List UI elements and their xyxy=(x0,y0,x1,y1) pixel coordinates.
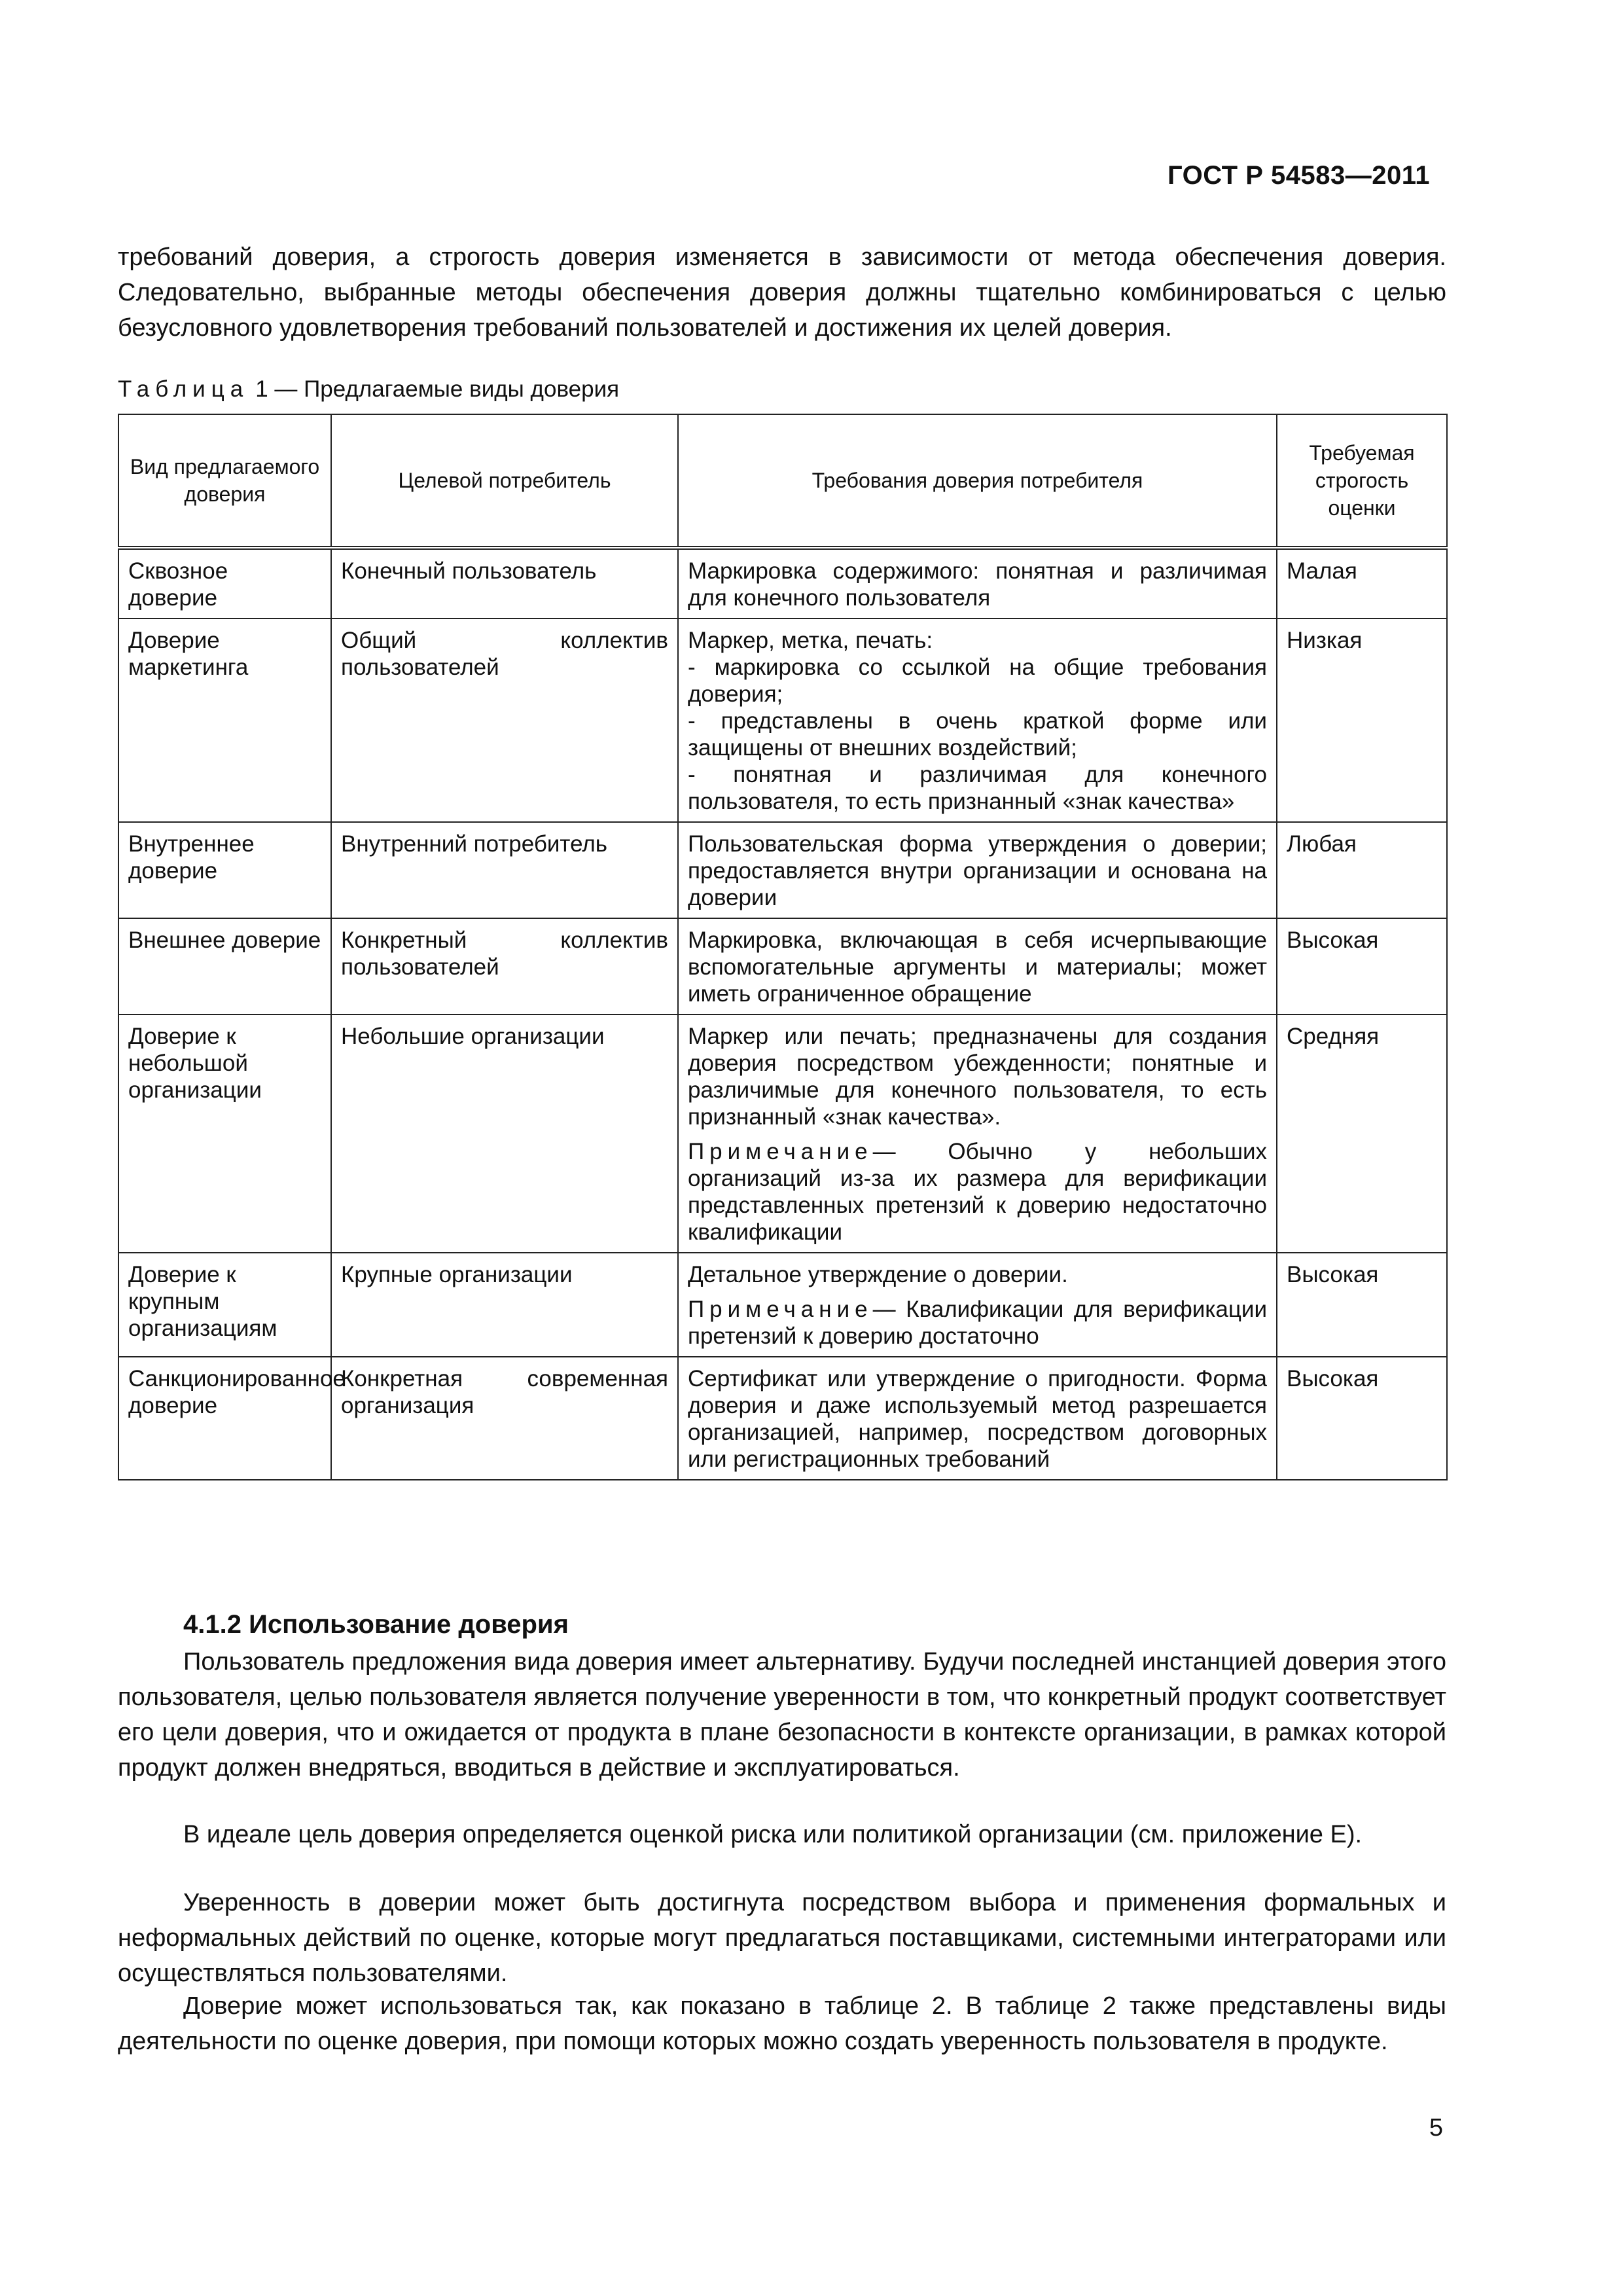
cell-required-rigor: Высокая xyxy=(1277,1253,1447,1357)
page-number: 5 xyxy=(1429,2114,1443,2142)
requirements-text: Маркировка содержимого: понятная и различимая для конечного пользователя xyxy=(688,558,1267,611)
table-row xyxy=(118,1357,1447,1480)
cell-trust-kind: Внешнее доверие xyxy=(118,918,331,1014)
cell-requirements xyxy=(678,918,1277,1014)
cell-requirements xyxy=(678,1014,1277,1253)
cell-trust-kind: Доверие маркетинга xyxy=(118,619,331,822)
section-paragraph-4: Доверие может использоваться так, как показано в таблице 2. В таблице 2 также представлены виды деятельности по оценке доверия, при помощи которых можно создать уверенность пользователя в продукте. xyxy=(118,1992,1446,2055)
cell-target-consumer: Конечный пользователь xyxy=(331,548,678,619)
header-requirements: Требования доверия потребителя xyxy=(678,414,1277,548)
cell-target-consumer: Конкретный коллектив пользователей xyxy=(331,918,678,1014)
requirements-text: Маркировка, включающая в себя исчерпывающие вспомогательные аргументы и материалы; может иметь ограниченное обращение xyxy=(688,927,1267,1007)
cell-required-rigor: Средняя xyxy=(1277,1014,1447,1253)
cell-target-consumer: Конкретная современная организация xyxy=(331,1357,678,1480)
table-row xyxy=(118,918,1447,1014)
cell-required-rigor: Любая xyxy=(1277,822,1447,918)
requirements-text: Маркер или печать; предназначены для создания доверия посредством убежденности; понятные и различимые для конечного пользователя, то есть признанный «знак качества». xyxy=(688,1024,1267,1130)
section-paragraph-2: В идеале цель доверия определяется оценкой риска или политикой организации (см. приложение Е). xyxy=(183,1821,1363,1848)
section-paragraph-3: Уверенность в доверии может быть достигнута посредством выбора и применения формальных и неформальных действий по оценке, которые могут предлагаться поставщиками, системными интеграторами или осуществляться пользователями. xyxy=(118,1889,1446,1987)
table-row xyxy=(118,619,1447,822)
table-row xyxy=(118,1253,1447,1357)
header-rigor: Требуемая строгость оценки xyxy=(1277,414,1447,548)
table-row xyxy=(118,1014,1447,1253)
cell-trust-kind: Санкционированное доверие xyxy=(118,1357,331,1480)
cell-required-rigor: Высокая xyxy=(1277,918,1447,1014)
cell-required-rigor: Низкая xyxy=(1277,619,1447,822)
requirements-text: Пользовательская форма утверждения о доверии; предоставляется внутри организации и основана на доверии xyxy=(688,831,1267,910)
cell-requirements xyxy=(678,548,1277,619)
requirements-note xyxy=(688,1296,1267,1350)
requirements-text: Маркер, метка, печать: - маркировка со ссылкой на общие требования доверия; - представлены в очень краткой форме или защищены от внешних воздействий; - понятная и различимая для конечного пользователя, то есть признанный «знак качества» xyxy=(688,628,1267,814)
intro-paragraph: требований доверия, а строгость доверия изменяется в зависимости от метода обеспечения доверия. Следовательно, выбранные методы обеспечения доверия должны тщательно комбинироваться с целью безусловного удовлетворения требований пользователей и достижения их целей доверия. xyxy=(118,243,1446,342)
table-caption-label: Таблица xyxy=(118,376,249,402)
table-row xyxy=(118,548,1447,619)
cell-requirements xyxy=(678,619,1277,822)
cell-trust-kind: Доверие к небольшой организации xyxy=(118,1014,331,1253)
cell-trust-kind: Внутреннее доверие xyxy=(118,822,331,918)
requirements-note xyxy=(688,1138,1267,1246)
cell-required-rigor: Малая xyxy=(1277,548,1447,619)
trust-types-table xyxy=(118,414,1448,1480)
note-label: Примечание xyxy=(688,1139,873,1164)
cell-target-consumer: Внутренний потребитель xyxy=(331,822,678,918)
note-text: — Обычно у небольших организаций из-за их размера для верификации представленных претензий к доверию недостаточно квалификации xyxy=(688,1139,1267,1245)
section-paragraph-1: Пользователь предложения вида доверия имеет альтернативу. Будучи последней инстанцией доверия этого пользователя, целью пользователя является получение уверенности в том, что конкретный продукт соответствует его цели доверия, что и ожидается от продукта в плане безопасности в контексте организации, в рамках которой продукт должен внедряться, вводиться в действие и эксплуатироваться. xyxy=(118,1648,1446,1782)
table-caption-text: 1 — Предлагаемые виды доверия xyxy=(255,376,620,402)
cell-requirements xyxy=(678,1253,1277,1357)
document-header: ГОСТ Р 54583—2011 xyxy=(1168,161,1430,190)
header-kind: Вид предлагаемого доверия xyxy=(118,414,331,548)
note-label: Примечание xyxy=(688,1297,873,1322)
cell-requirements xyxy=(678,822,1277,918)
cell-target-consumer: Крупные организации xyxy=(331,1253,678,1357)
note-text: — Квалификации для верификации претензий к доверию достаточно xyxy=(688,1297,1267,1349)
cell-target-consumer: Небольшие организации xyxy=(331,1014,678,1253)
table-header-row xyxy=(118,414,1447,548)
cell-target-consumer: Общий коллектив пользователей xyxy=(331,619,678,822)
cell-trust-kind: Доверие к крупным организациям xyxy=(118,1253,331,1357)
table-body xyxy=(118,548,1447,1480)
cell-trust-kind: Сквозное доверие xyxy=(118,548,331,619)
table-row xyxy=(118,822,1447,918)
section-title: 4.1.2 Использование доверия xyxy=(183,1610,569,1639)
header-consumer: Целевой потребитель xyxy=(331,414,678,548)
cell-required-rigor: Высокая xyxy=(1277,1357,1447,1480)
table-caption xyxy=(118,376,619,403)
requirements-text: Сертификат или утверждение о пригодности. Форма доверия и даже используемый метод разрешается организацией, например, посредством договорных или регистрационных требований xyxy=(688,1366,1267,1472)
requirements-text: Детальное утверждение о доверии. xyxy=(688,1262,1068,1287)
cell-requirements xyxy=(678,1357,1277,1480)
